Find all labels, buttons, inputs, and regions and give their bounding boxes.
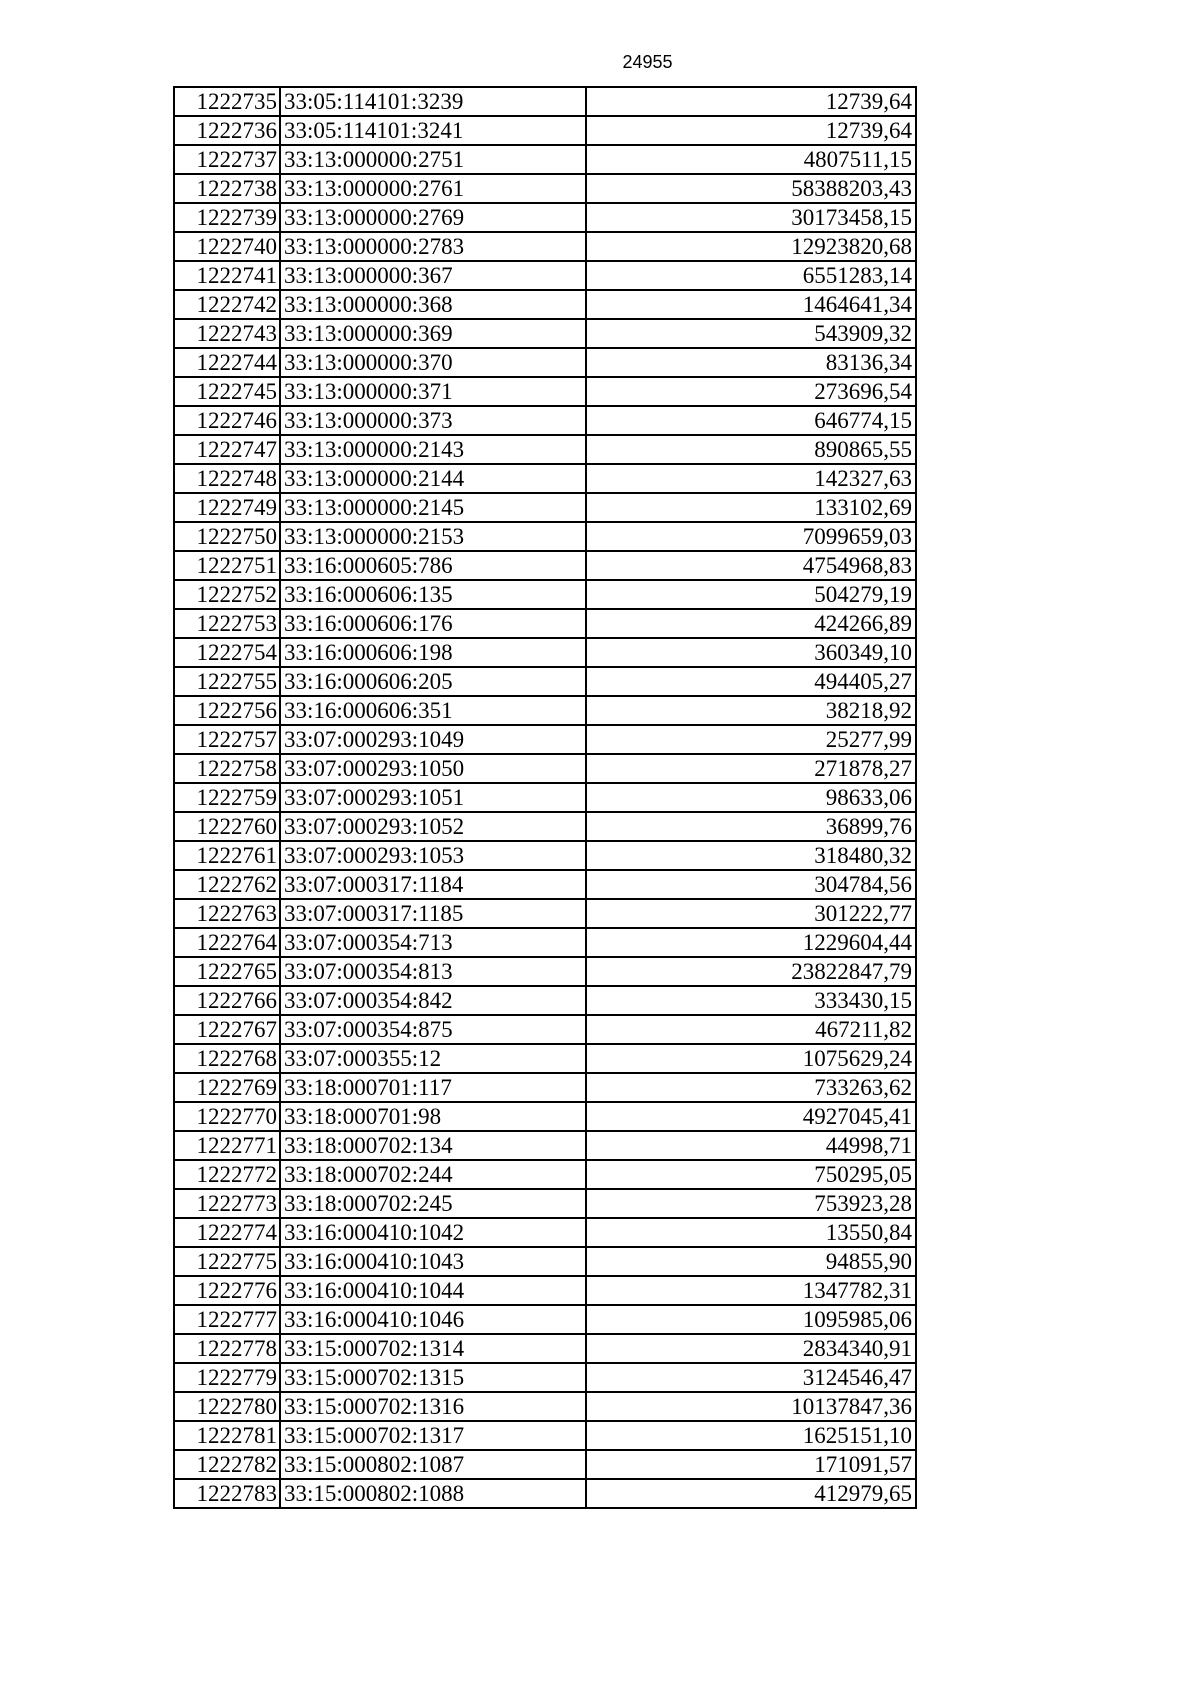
cadastral-number-cell: 33:13:000000:369 <box>280 319 586 348</box>
cadastral-number-cell: 33:13:000000:2143 <box>280 435 586 464</box>
cadastral-value-table <box>173 86 917 1509</box>
cadastral-value-cell: 25277,99 <box>586 725 916 754</box>
cadastral-value-cell: 83136,34 <box>586 348 916 377</box>
row-number-cell: 1222776 <box>174 1276 280 1305</box>
row-number-cell: 1222781 <box>174 1421 280 1450</box>
cadastral-number-cell: 33:07:000293:1049 <box>280 725 586 754</box>
table-row <box>174 1247 916 1276</box>
row-number-cell: 1222742 <box>174 290 280 319</box>
table-row <box>174 290 916 319</box>
table-row <box>174 348 916 377</box>
table-row <box>174 232 916 261</box>
row-number-cell: 1222748 <box>174 464 280 493</box>
table-row <box>174 1073 916 1102</box>
row-number-cell: 1222735 <box>174 87 280 116</box>
cadastral-number-cell: 33:16:000606:351 <box>280 696 586 725</box>
table-row <box>174 725 916 754</box>
row-number-cell: 1222773 <box>174 1189 280 1218</box>
table-row <box>174 638 916 667</box>
row-number-cell: 1222745 <box>174 377 280 406</box>
row-number-cell: 1222780 <box>174 1392 280 1421</box>
cadastral-value-cell: 494405,27 <box>586 667 916 696</box>
table-row <box>174 580 916 609</box>
cadastral-number-cell: 33:05:114101:3241 <box>280 116 586 145</box>
table-row <box>174 203 916 232</box>
row-number-cell: 1222765 <box>174 957 280 986</box>
cadastral-number-cell: 33:13:000000:2751 <box>280 145 586 174</box>
cadastral-value-cell: 733263,62 <box>586 1073 916 1102</box>
row-number-cell: 1222743 <box>174 319 280 348</box>
row-number-cell: 1222754 <box>174 638 280 667</box>
cadastral-number-cell: 33:07:000317:1184 <box>280 870 586 899</box>
table-row <box>174 696 916 725</box>
table-row <box>174 841 916 870</box>
row-number-cell: 1222738 <box>174 174 280 203</box>
cadastral-number-cell: 33:16:000606:198 <box>280 638 586 667</box>
table-body <box>174 87 916 1508</box>
cadastral-number-cell: 33:13:000000:2769 <box>280 203 586 232</box>
table-row <box>174 464 916 493</box>
cadastral-value-cell: 142327,63 <box>586 464 916 493</box>
table-row <box>174 1131 916 1160</box>
cadastral-number-cell: 33:07:000354:842 <box>280 986 586 1015</box>
cadastral-value-cell: 1464641,34 <box>586 290 916 319</box>
cadastral-value-cell: 98633,06 <box>586 783 916 812</box>
row-number-cell: 1222778 <box>174 1334 280 1363</box>
cadastral-number-cell: 33:18:000702:134 <box>280 1131 586 1160</box>
cadastral-value-cell: 2834340,91 <box>586 1334 916 1363</box>
row-number-cell: 1222740 <box>174 232 280 261</box>
cadastral-value-cell: 753923,28 <box>586 1189 916 1218</box>
row-number-cell: 1222767 <box>174 1015 280 1044</box>
row-number-cell: 1222749 <box>174 493 280 522</box>
table-row <box>174 551 916 580</box>
cadastral-value-cell: 94855,90 <box>586 1247 916 1276</box>
cadastral-value-cell: 412979,65 <box>586 1479 916 1508</box>
table-row <box>174 899 916 928</box>
table-row <box>174 174 916 203</box>
table-row <box>174 1218 916 1247</box>
row-number-cell: 1222751 <box>174 551 280 580</box>
row-number-cell: 1222759 <box>174 783 280 812</box>
cadastral-number-cell: 33:15:000702:1315 <box>280 1363 586 1392</box>
table-row <box>174 87 916 116</box>
table-row <box>174 783 916 812</box>
cadastral-value-cell: 318480,32 <box>586 841 916 870</box>
row-number-cell: 1222750 <box>174 522 280 551</box>
cadastral-number-cell: 33:15:000702:1317 <box>280 1421 586 1450</box>
cadastral-number-cell: 33:15:000802:1087 <box>280 1450 586 1479</box>
cadastral-number-cell: 33:15:000802:1088 <box>280 1479 586 1508</box>
cadastral-number-cell: 33:13:000000:368 <box>280 290 586 319</box>
table-row <box>174 1421 916 1450</box>
row-number-cell: 1222760 <box>174 812 280 841</box>
table-row <box>174 1189 916 1218</box>
cadastral-number-cell: 33:13:000000:2783 <box>280 232 586 261</box>
row-number-cell: 1222770 <box>174 1102 280 1131</box>
row-number-cell: 1222763 <box>174 899 280 928</box>
row-number-cell: 1222772 <box>174 1160 280 1189</box>
row-number-cell: 1222756 <box>174 696 280 725</box>
cadastral-value-cell: 1347782,31 <box>586 1276 916 1305</box>
row-number-cell: 1222761 <box>174 841 280 870</box>
row-number-cell: 1222736 <box>174 116 280 145</box>
row-number-cell: 1222755 <box>174 667 280 696</box>
cadastral-number-cell: 33:18:000702:245 <box>280 1189 586 1218</box>
row-number-cell: 1222758 <box>174 754 280 783</box>
table-row <box>174 493 916 522</box>
cadastral-value-cell: 4754968,83 <box>586 551 916 580</box>
row-number-cell: 1222746 <box>174 406 280 435</box>
table-row <box>174 1363 916 1392</box>
cadastral-value-cell: 424266,89 <box>586 609 916 638</box>
cadastral-value-cell: 13550,84 <box>586 1218 916 1247</box>
cadastral-value-cell: 12739,64 <box>586 116 916 145</box>
cadastral-value-cell: 171091,57 <box>586 1450 916 1479</box>
table-row <box>174 1044 916 1073</box>
cadastral-number-cell: 33:07:000354:813 <box>280 957 586 986</box>
row-number-cell: 1222783 <box>174 1479 280 1508</box>
table-row <box>174 1160 916 1189</box>
row-number-cell: 1222782 <box>174 1450 280 1479</box>
cadastral-value-cell: 1095985,06 <box>586 1305 916 1334</box>
table-row <box>174 261 916 290</box>
table-row <box>174 319 916 348</box>
cadastral-value-cell: 360349,10 <box>586 638 916 667</box>
cadastral-value-cell: 750295,05 <box>586 1160 916 1189</box>
table-row <box>174 1479 916 1508</box>
cadastral-value-cell: 12923820,68 <box>586 232 916 261</box>
cadastral-number-cell: 33:15:000702:1316 <box>280 1392 586 1421</box>
table-row <box>174 116 916 145</box>
cadastral-value-cell: 23822847,79 <box>586 957 916 986</box>
table-row <box>174 609 916 638</box>
cadastral-number-cell: 33:16:000410:1044 <box>280 1276 586 1305</box>
table-row <box>174 1334 916 1363</box>
cadastral-value-cell: 12739,64 <box>586 87 916 116</box>
cadastral-number-cell: 33:18:000702:244 <box>280 1160 586 1189</box>
cadastral-value-cell: 6551283,14 <box>586 261 916 290</box>
cadastral-value-cell: 504279,19 <box>586 580 916 609</box>
table-row <box>174 957 916 986</box>
cadastral-number-cell: 33:13:000000:2144 <box>280 464 586 493</box>
table-row <box>174 928 916 957</box>
table-row <box>174 435 916 464</box>
table-row <box>174 1392 916 1421</box>
cadastral-number-cell: 33:16:000606:176 <box>280 609 586 638</box>
cadastral-value-cell: 890865,55 <box>586 435 916 464</box>
row-number-cell: 1222747 <box>174 435 280 464</box>
table-row <box>174 754 916 783</box>
row-number-cell: 1222777 <box>174 1305 280 1334</box>
cadastral-number-cell: 33:13:000000:373 <box>280 406 586 435</box>
cadastral-number-cell: 33:07:000293:1053 <box>280 841 586 870</box>
cadastral-number-cell: 33:07:000354:713 <box>280 928 586 957</box>
cadastral-number-cell: 33:13:000000:371 <box>280 377 586 406</box>
cadastral-value-cell: 273696,54 <box>586 377 916 406</box>
cadastral-value-cell: 301222,77 <box>586 899 916 928</box>
cadastral-number-cell: 33:18:000701:98 <box>280 1102 586 1131</box>
table-row <box>174 870 916 899</box>
cadastral-value-cell: 44998,71 <box>586 1131 916 1160</box>
cadastral-number-cell: 33:13:000000:2153 <box>280 522 586 551</box>
row-number-cell: 1222769 <box>174 1073 280 1102</box>
table-row <box>174 145 916 174</box>
cadastral-value-cell: 4927045,41 <box>586 1102 916 1131</box>
row-number-cell: 1222766 <box>174 986 280 1015</box>
cadastral-value-cell: 4807511,15 <box>586 145 916 174</box>
cadastral-number-cell: 33:16:000606:205 <box>280 667 586 696</box>
cadastral-number-cell: 33:07:000355:12 <box>280 1044 586 1073</box>
cadastral-number-cell: 33:07:000354:875 <box>280 1015 586 1044</box>
cadastral-value-cell: 30173458,15 <box>586 203 916 232</box>
cadastral-value-cell: 1075629,24 <box>586 1044 916 1073</box>
row-number-cell: 1222775 <box>174 1247 280 1276</box>
row-number-cell: 1222753 <box>174 609 280 638</box>
table-row <box>174 1015 916 1044</box>
cadastral-value-cell: 467211,82 <box>586 1015 916 1044</box>
cadastral-value-cell: 1229604,44 <box>586 928 916 957</box>
cadastral-number-cell: 33:16:000410:1042 <box>280 1218 586 1247</box>
row-number-cell: 1222744 <box>174 348 280 377</box>
cadastral-value-cell: 333430,15 <box>586 986 916 1015</box>
row-number-cell: 1222779 <box>174 1363 280 1392</box>
cadastral-value-cell: 543909,32 <box>586 319 916 348</box>
row-number-cell: 1222752 <box>174 580 280 609</box>
cadastral-number-cell: 33:05:114101:3239 <box>280 87 586 116</box>
cadastral-number-cell: 33:07:000293:1050 <box>280 754 586 783</box>
cadastral-number-cell: 33:16:000606:135 <box>280 580 586 609</box>
cadastral-number-cell: 33:15:000702:1314 <box>280 1334 586 1363</box>
row-number-cell: 1222757 <box>174 725 280 754</box>
cadastral-value-cell: 133102,69 <box>586 493 916 522</box>
row-number-cell: 1222764 <box>174 928 280 957</box>
cadastral-number-cell: 33:16:000410:1046 <box>280 1305 586 1334</box>
cadastral-value-cell: 58388203,43 <box>586 174 916 203</box>
cadastral-value-cell: 10137847,36 <box>586 1392 916 1421</box>
table-row <box>174 406 916 435</box>
table-row <box>174 986 916 1015</box>
cadastral-number-cell: 33:07:000317:1185 <box>280 899 586 928</box>
row-number-cell: 1222762 <box>174 870 280 899</box>
row-number-cell: 1222768 <box>174 1044 280 1073</box>
table-row <box>174 377 916 406</box>
cadastral-number-cell: 33:13:000000:2145 <box>280 493 586 522</box>
row-number-cell: 1222739 <box>174 203 280 232</box>
cadastral-number-cell: 33:18:000701:117 <box>280 1073 586 1102</box>
cadastral-value-cell: 36899,76 <box>586 812 916 841</box>
row-number-cell: 1222741 <box>174 261 280 290</box>
cadastral-number-cell: 33:13:000000:367 <box>280 261 586 290</box>
table-row <box>174 667 916 696</box>
cadastral-value-cell: 271878,27 <box>586 754 916 783</box>
cadastral-number-cell: 33:16:000410:1043 <box>280 1247 586 1276</box>
cadastral-number-cell: 33:13:000000:2761 <box>280 174 586 203</box>
row-number-cell: 1222774 <box>174 1218 280 1247</box>
row-number-cell: 1222737 <box>174 145 280 174</box>
cadastral-value-cell: 3124546,47 <box>586 1363 916 1392</box>
cadastral-value-cell: 38218,92 <box>586 696 916 725</box>
page-number: 24955 <box>622 52 673 72</box>
cadastral-number-cell: 33:13:000000:370 <box>280 348 586 377</box>
table-row <box>174 1276 916 1305</box>
table-row <box>174 522 916 551</box>
cadastral-value-cell: 304784,56 <box>586 870 916 899</box>
table-row <box>174 1305 916 1334</box>
cadastral-value-cell: 7099659,03 <box>586 522 916 551</box>
cadastral-value-cell: 646774,15 <box>586 406 916 435</box>
cadastral-value-cell: 1625151,10 <box>586 1421 916 1450</box>
table-row <box>174 1102 916 1131</box>
cadastral-number-cell: 33:16:000605:786 <box>280 551 586 580</box>
cadastral-number-cell: 33:07:000293:1051 <box>280 783 586 812</box>
table-row <box>174 1450 916 1479</box>
cadastral-number-cell: 33:07:000293:1052 <box>280 812 586 841</box>
row-number-cell: 1222771 <box>174 1131 280 1160</box>
table-row <box>174 812 916 841</box>
